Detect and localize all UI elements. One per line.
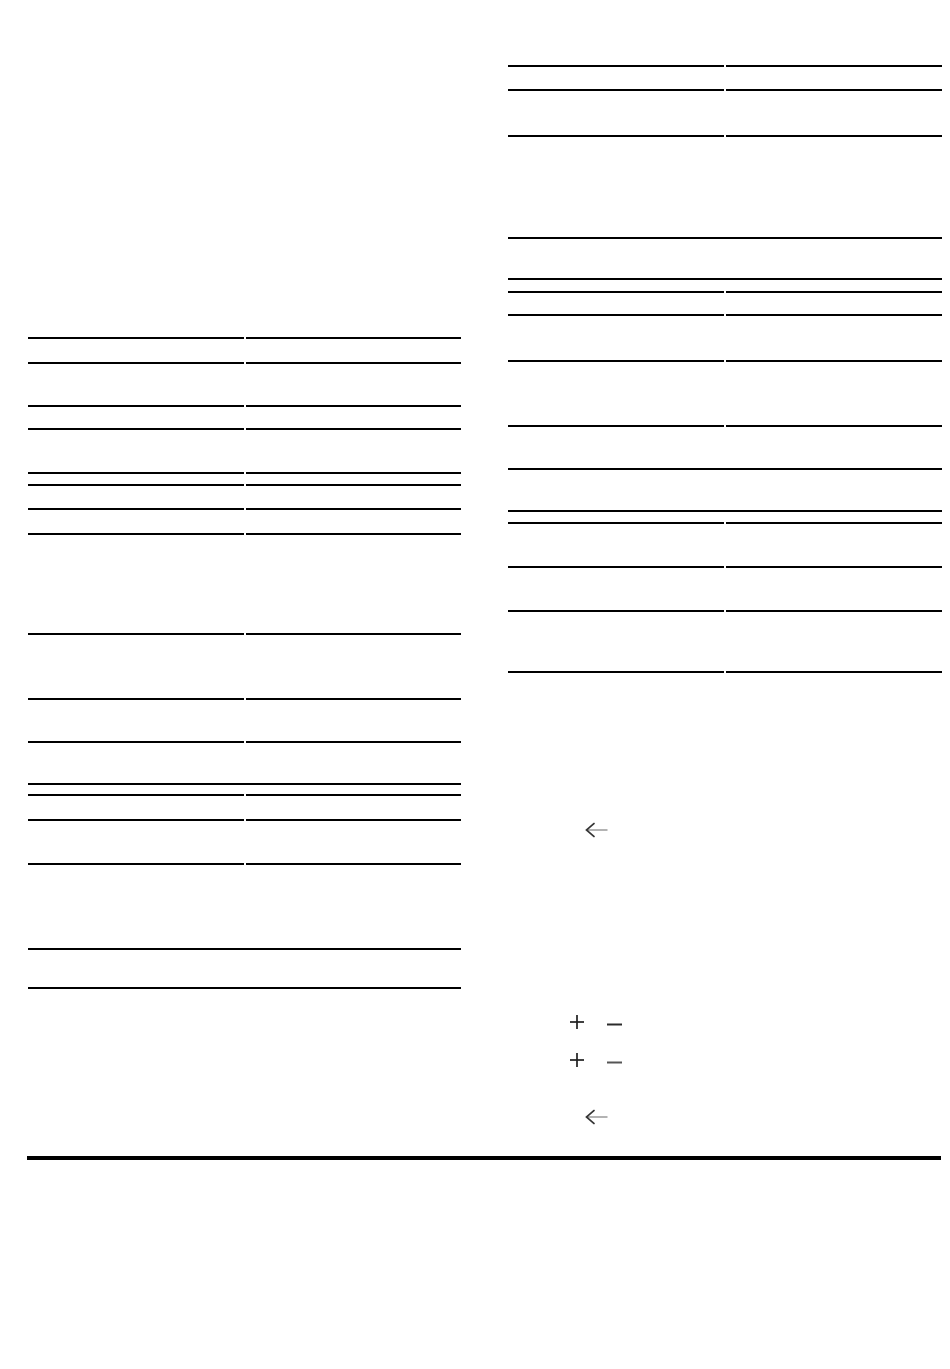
footer-divider-rule [27, 1156, 941, 1160]
left-arrow-icon [584, 822, 608, 838]
table-row-rule [28, 472, 244, 474]
table-row-rule [28, 698, 244, 700]
table-row-rule [508, 510, 942, 512]
table-row-rule [246, 405, 461, 407]
table-row-rule [246, 863, 461, 865]
table-row-rule [726, 360, 942, 362]
table-row-rule [246, 362, 461, 364]
table-row-rule [508, 278, 942, 280]
table-row-rule [508, 566, 724, 568]
table-row-rule [726, 65, 942, 67]
table-row-rule [28, 863, 244, 865]
table-row-rule [28, 741, 244, 743]
table-row-rule [508, 468, 942, 470]
table-row-rule [508, 425, 724, 427]
table-row-rule [246, 428, 461, 430]
table-row-rule [28, 948, 461, 950]
table-row-rule [726, 671, 942, 673]
table-row-rule [28, 819, 244, 821]
table-row-rule [508, 291, 724, 293]
table-row-rule [246, 633, 461, 635]
plus-icon [570, 1015, 584, 1029]
table-row-rule [726, 522, 942, 524]
minus-icon [607, 1059, 622, 1064]
left-arrow-icon [584, 1109, 608, 1125]
table-row-rule [246, 819, 461, 821]
table-row-rule [246, 698, 461, 700]
table-row-rule [28, 633, 244, 635]
table-row-rule [28, 362, 244, 364]
table-row-rule [508, 237, 942, 239]
table-row-rule [508, 135, 724, 137]
table-row-rule [508, 671, 724, 673]
table-row-rule [508, 360, 724, 362]
table-row-rule [246, 508, 461, 510]
table-row-rule [246, 741, 461, 743]
table-row-rule [726, 291, 942, 293]
table-row-rule [508, 522, 724, 524]
table-row-rule [28, 987, 461, 989]
table-row-rule [246, 472, 461, 474]
table-row-rule [726, 314, 942, 316]
table-row-rule [246, 794, 461, 796]
table-row-rule [28, 794, 244, 796]
table-row-rule [28, 533, 244, 535]
table-row-rule [28, 337, 244, 339]
plus-icon [570, 1053, 584, 1067]
table-row-rule [28, 428, 244, 430]
table-row-rule [28, 484, 244, 486]
table-row-rule [726, 566, 942, 568]
table-row-rule [246, 484, 461, 486]
table-row-rule [246, 337, 461, 339]
table-row-rule [726, 610, 942, 612]
table-row-rule [508, 610, 724, 612]
table-row-rule [726, 89, 942, 91]
table-row-rule [726, 425, 942, 427]
table-row-rule [28, 508, 244, 510]
table-row-rule [508, 314, 724, 316]
table-row-rule [246, 533, 461, 535]
table-row-rule [28, 405, 244, 407]
table-row-rule [28, 783, 461, 785]
table-row-rule [508, 89, 724, 91]
table-row-rule [508, 65, 724, 67]
table-row-rule [726, 135, 942, 137]
minus-icon [607, 1021, 622, 1026]
